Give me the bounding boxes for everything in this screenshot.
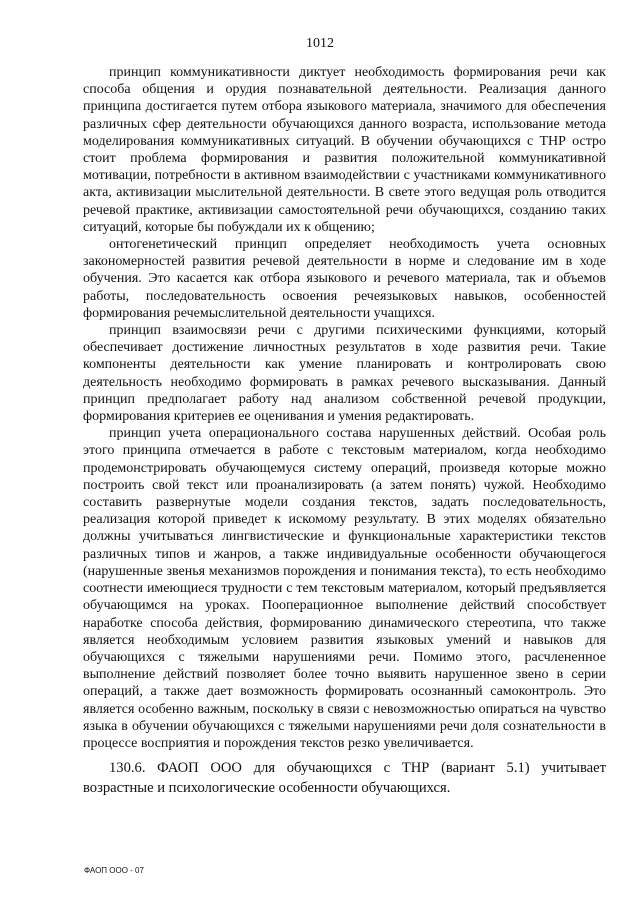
paragraph-ontogenetic-principle: онтогенетический принцип определяет необходимость учета основных закономерностей развития речевой деятельности в норме и следование им в ходе обучения. Это касается как отбора языкового и речевого материала, так и объемов работы, последовательность освоения речеязыковых навыков, особенностей формирования речемыслительной деятельности учащихся. [83, 237, 606, 321]
footer-label: ФАОП ООО - 07 [84, 866, 144, 875]
paragraph-operational-principle: принцип учета операционального состава нарушенных действий. Особая роль этого принципа отмечается в работе с текстовым материалом, когда необходимо продемонстрировать обучающемуся систему операций, произведя которые можно построить свой текст или проанализировать (а затем понять) чужой. Необходимо составить развернутые модели создания текстов, задать последовательность, реализация которой приведет к искомому результату. В этих моделях обязательно должны учитываться лингвистические и функциональные характеристики текстов различных типов и жанров, а также индивидуальные особенности обучающегося (нарушенные звенья механизмов порождения и понимания текста), то есть необходимо соотнести имеющиеся трудности с тем текстовым материалом, который предъявляется обучающимся на уроках. Пооперационное выполнение действий способствует наработке способа действия, формированию динамического стереотипа, что также является необходимым условием развития языковых умений и навыков для обучающихся с тяжелыми нарушениями речи. Помимо этого, расчлененное выполнение действий позволяет более точно выявить нарушенное звено в серии операций, а также дает возможность формировать осознанный самоконтроль. Это является особенно важным, поскольку в связи с невозможностью опираться на чувство языка в обучении обучающихся с тяжелыми нарушениями речи доля сознательности в процессе восприятия и порождения текстов резко увеличивается. [83, 426, 606, 751]
paragraph-section-130-6: 130.6. ФАОП ООО для обучающихся с ТНР (вариант 5.1) учитывает возрастные и психологические особенности обучающихся. [83, 760, 606, 797]
document-body [83, 64, 606, 798]
paragraph-communicative-principle: принцип коммуникативности диктует необходимость формирования речи как способа общения и орудия познавательной деятельности. Реализация данного принципа достигается путем отбора языкового материала, значимого для обеспечения различных сфер деятельности обучающихся данного возраста, использование метода моделирования коммуникативных ситуаций. В обучении обучающихся с ТНР остро стоит проблема формирования и развития положительной коммуникативной мотивации, потребности в активном взаимодействии с участниками коммуникативного акта, активизации мыслительной деятельности. В свете этого ведущая роль отводится речевой практике, активизации самостоятельной речи обучающихся, созданию таких ситуаций, которые бы побуждали их к общению; [83, 65, 606, 235]
page-number: 1012 [306, 36, 334, 51]
paragraph-interrelation-principle: принцип взаимосвязи речи с другими психическими функциями, который обеспечивает достижение личностных результатов в ходе развития речи. Такие компоненты деятельности как умение планировать и контролировать свою деятельность необходимо формировать в рамках речевого высказывания. Данный принцип предполагает работу над анализом собственной речевой продукции, формирования критериев ее оценивания и умения редактировать. [83, 323, 606, 425]
